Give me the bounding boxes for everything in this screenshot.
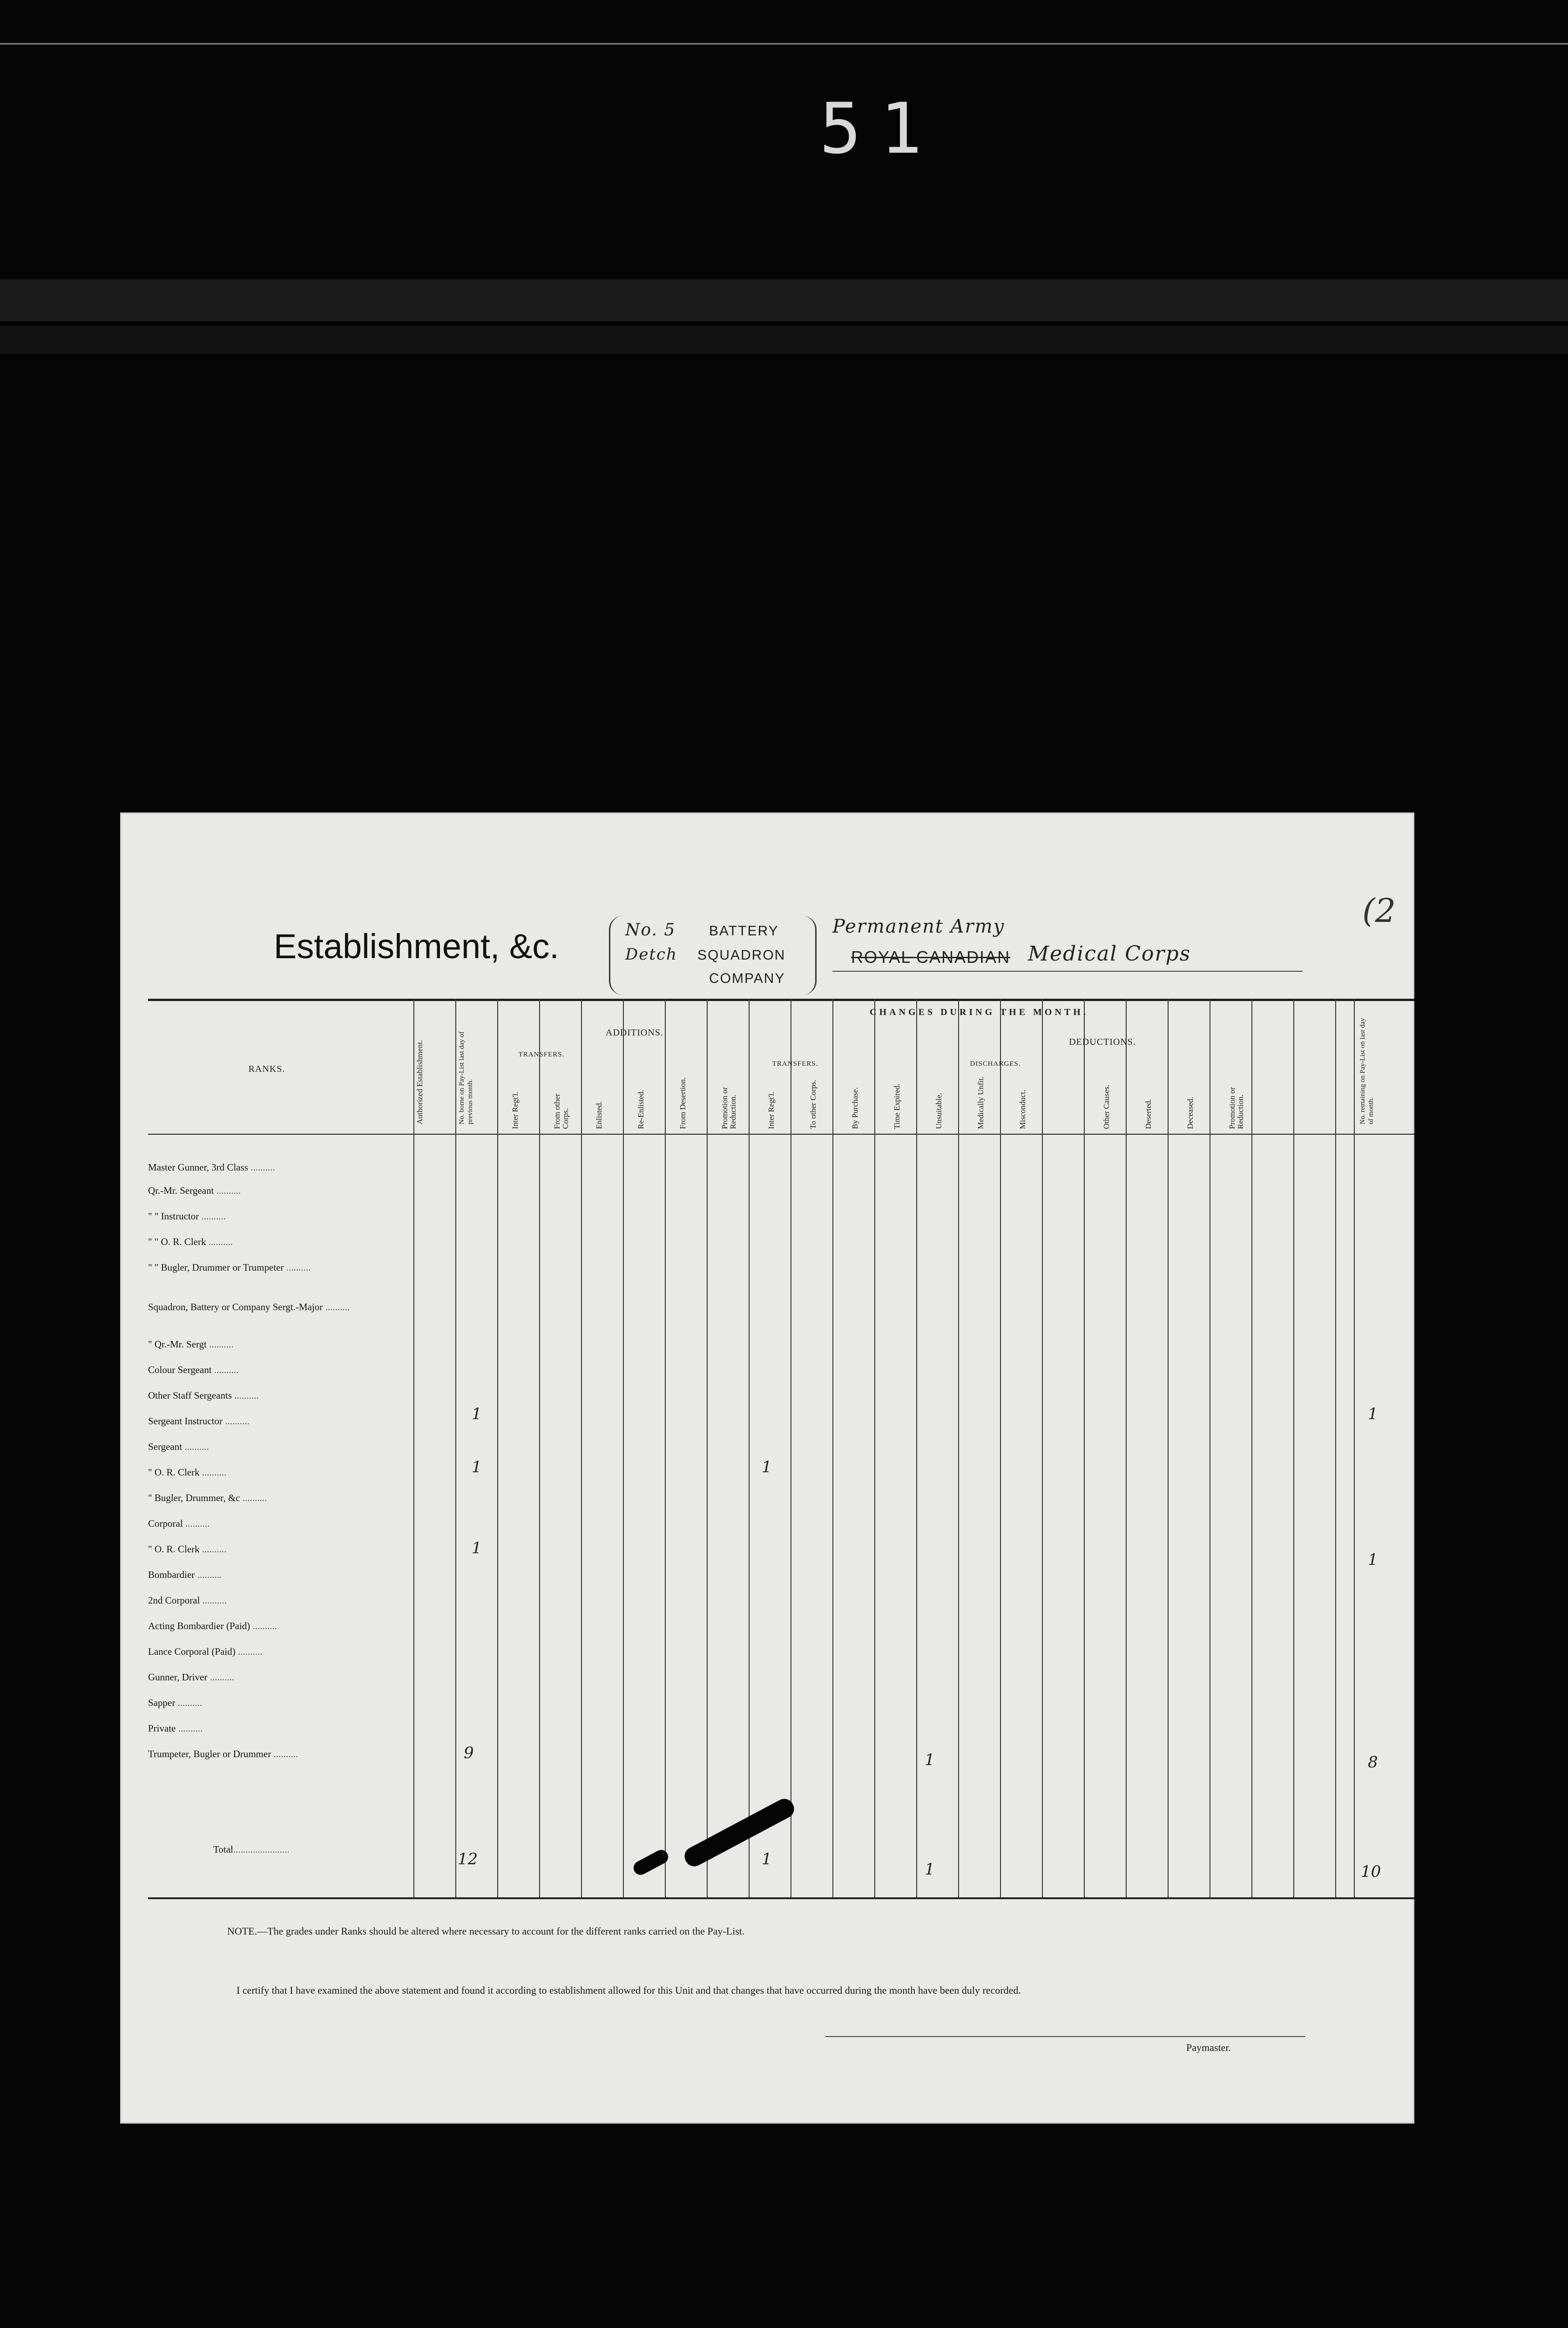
leader-dots: ..........: [214, 1185, 241, 1196]
rank-row-label: [148, 1467, 409, 1478]
column-line: [707, 999, 708, 1897]
deduction-column-head: Misconduct.: [1018, 1090, 1027, 1129]
rank-row-label: [148, 1569, 409, 1581]
rank-row-label: [148, 1595, 409, 1606]
rank-row-label: [148, 1301, 409, 1313]
deduction-column-head: Deceased.: [1186, 1096, 1195, 1129]
rank-name: Trumpeter, Bugler or Drummer: [148, 1748, 271, 1760]
rank-name: " " Instructor: [148, 1211, 199, 1222]
column-line: [1168, 999, 1169, 1897]
leader-dots: ..........: [222, 1415, 250, 1427]
tally-staff-sergeants-remaining: 1: [1368, 1405, 1378, 1423]
unit-label-company: COMPANY: [709, 971, 785, 986]
handwritten-corps: Medical Corps: [1028, 942, 1191, 966]
rank-row-label: [148, 1415, 409, 1427]
rank-row-label: [148, 1672, 409, 1683]
leader-dots: ..........: [250, 1620, 277, 1631]
leader-dots: ..........: [271, 1748, 298, 1760]
unit-label-battery: BATTERY: [709, 923, 779, 939]
note-text: NOTE.—The grades under Ranks should be altered where necessary to account for the different ranks carried on the Pay-List.: [227, 1925, 745, 1937]
rank-row-label: [148, 1441, 409, 1453]
rank-row-label: [148, 1211, 409, 1222]
corps-underline: [832, 971, 1303, 972]
rank-name: Squadron, Battery or Company Sergt.-Major: [148, 1301, 323, 1313]
rank-row-label: [148, 1390, 409, 1401]
leader-dots: ..........: [284, 1262, 311, 1273]
unit-label-squadron: SQUADRON: [697, 947, 786, 963]
deduction-column-head: Promotion or Reduction.: [1228, 1087, 1245, 1129]
certify-text: I certify that I have examined the above statement and found it according to establishment allowed for this Unit and that changes that have occurred during the month have been duly recorded.: [237, 1984, 1021, 1996]
rank-row-label: [148, 1262, 409, 1273]
column-line: [1126, 999, 1127, 1897]
film-top-line: [0, 43, 1568, 45]
deduction-column-head: To other Corps.: [809, 1080, 818, 1129]
column-line: [455, 999, 456, 1897]
column-line: [413, 999, 414, 1897]
tally-private-unsuitable: 1: [925, 1751, 935, 1769]
rank-name: Acting Bombardier (Paid): [148, 1620, 250, 1631]
transfers-ded-header: TRANSFERS.: [772, 1060, 818, 1068]
column-line: [874, 999, 875, 1897]
leader-dots: ..........: [199, 1543, 227, 1555]
tally-corporal-borne: 1: [472, 1539, 482, 1557]
rank-row-label: [148, 1236, 409, 1248]
deduction-column-head: Time Expired.: [892, 1083, 901, 1129]
deductions-header: DEDUCTIONS.: [1069, 1037, 1136, 1047]
rank-name: Colour Sergeant: [148, 1364, 212, 1375]
rank-name: Sergeant: [148, 1441, 182, 1452]
borne-header: No. borne on Pay-List last day of previous month.: [458, 1031, 474, 1124]
rank-row-label: [148, 1364, 409, 1376]
additions-header: ADDITIONS.: [606, 1028, 663, 1038]
column-line: [623, 999, 624, 1897]
leader-dots: ..........: [232, 1390, 259, 1401]
column-line: [958, 999, 959, 1897]
film-streak: [0, 326, 1568, 354]
leader-dots: ..........: [240, 1492, 267, 1503]
rank-row-label: [148, 1518, 409, 1529]
rank-name: Master Gunner, 3rd Class: [148, 1162, 248, 1173]
tally-total-borne: 12: [458, 1850, 478, 1868]
rank-row-label: [148, 1492, 409, 1504]
deduction-column-head: Other Causes.: [1102, 1084, 1111, 1129]
form-title: Establishment, &c.: [274, 927, 559, 966]
leader-dots: ..........: [182, 1441, 209, 1452]
rank-name: " " O. R. Clerk: [148, 1236, 206, 1247]
column-line: [832, 999, 833, 1897]
addition-column-head: Promotion or Reduction.: [720, 1087, 737, 1129]
tally-total-unsuitable: 1: [925, 1860, 935, 1879]
rank-row-label: [148, 1543, 409, 1555]
handwritten-unit-number: No. 5: [625, 920, 676, 940]
leader-dots: ..........: [248, 1162, 275, 1173]
transfers-add-header: TRANSFERS.: [518, 1051, 565, 1058]
column-line: [1251, 999, 1252, 1897]
leader-dots: ..........: [207, 1339, 234, 1350]
leader-dots: ..........: [176, 1723, 203, 1734]
handwritten-unit-type: Detch: [625, 945, 677, 964]
addition-column-head: Re-Enlisted.: [636, 1090, 645, 1129]
table-bottom-rule: [148, 1897, 1414, 1899]
header-rule: [148, 1134, 1414, 1135]
rank-row-label: [148, 1339, 409, 1350]
ink-smudge: [681, 1795, 797, 1869]
tally-sergeant-borne: 1: [472, 1458, 482, 1476]
rank-name: Sergeant Instructor: [148, 1415, 223, 1427]
addition-column-head: Inter Regt'l.: [511, 1091, 520, 1129]
column-line: [1293, 999, 1294, 1897]
rank-row-label: [148, 1723, 409, 1734]
frame-number: 51: [819, 88, 941, 169]
paymaster-label: Paymaster.: [1186, 2042, 1231, 2053]
leader-dots: ..........: [235, 1646, 263, 1657]
remaining-header: No. remaining on Pay-List on last day of month.: [1359, 1018, 1375, 1124]
rank-name: Gunner, Driver: [148, 1672, 208, 1683]
leader-dots: ..........: [182, 1518, 210, 1529]
rank-name: Sapper: [148, 1697, 176, 1708]
rank-row-label: [148, 1620, 409, 1632]
column-line: [1354, 999, 1355, 1897]
leader-dots: ..........: [207, 1672, 235, 1683]
authorized-header: Authorized Establishment.: [415, 1040, 424, 1124]
table-top-rule: [148, 999, 1414, 1001]
rank-row-label: [148, 1697, 409, 1709]
deduction-column-head: Unsuitable.: [934, 1093, 943, 1129]
rank-name: " Bugler, Drummer, &c: [148, 1492, 240, 1503]
tally-total-transfer: 1: [762, 1850, 772, 1868]
rank-row-label: [148, 1646, 409, 1658]
corps-printed: ROYAL CANADIAN: [851, 947, 1011, 967]
changes-header: CHANGES DURING THE MONTH.: [870, 1007, 1088, 1017]
tally-private-borne: 9: [464, 1744, 474, 1762]
column-line: [1335, 999, 1336, 1897]
column-line: [1042, 999, 1043, 1897]
tally-private-remaining: 8: [1368, 1753, 1378, 1772]
leader-dots: ..........: [206, 1236, 233, 1247]
addition-column-head: From other Corps.: [553, 1093, 570, 1129]
column-line: [497, 999, 498, 1897]
column-line: [749, 999, 750, 1897]
rank-name: Lance Corporal (Paid): [148, 1646, 236, 1657]
tally-corporal-remaining: 1: [1368, 1550, 1378, 1569]
leader-dots: ..........: [199, 1467, 227, 1478]
column-line: [916, 999, 917, 1897]
leader-dots: ..........: [200, 1595, 227, 1606]
deduction-column-head: By Purchase.: [851, 1087, 859, 1129]
rank-name: " O. R. Clerk: [148, 1543, 200, 1555]
rank-row-label: [148, 1162, 409, 1173]
tally-staff-sergeants-borne: 1: [472, 1405, 482, 1423]
leader-dots: ..........: [199, 1211, 226, 1222]
rank-name: " O. R. Clerk: [148, 1467, 200, 1478]
column-line: [1000, 999, 1001, 1897]
deduction-column-head: Medically Unfit.: [976, 1076, 985, 1129]
rank-name: Corporal: [148, 1518, 183, 1529]
rank-row-label: [148, 1748, 409, 1760]
deduction-column-head: Inter Regt'l.: [767, 1091, 776, 1129]
column-line: [1084, 999, 1085, 1897]
rank-name: Bombardier: [148, 1569, 195, 1580]
column-line: [665, 999, 666, 1897]
rank-name: Qr.-Mr. Sergeant: [148, 1185, 214, 1196]
rank-name: Private: [148, 1723, 176, 1734]
signature-line: [825, 2036, 1305, 2037]
film-streak: [0, 279, 1568, 321]
discharges-header: DISCHARGES.: [970, 1060, 1021, 1068]
column-line: [539, 999, 540, 1897]
leader-dots: ..........: [323, 1301, 350, 1313]
handwritten-corps-top: Permanent Army: [832, 916, 1005, 937]
deduction-column-head: Deserted.: [1144, 1099, 1153, 1129]
corner-page-mark: (2: [1362, 892, 1396, 930]
rank-name: 2nd Corporal: [148, 1595, 200, 1606]
addition-column-head: From Desertion.: [678, 1077, 687, 1129]
ranks-header: RANKS.: [248, 1064, 285, 1074]
total-label: Total.......................: [213, 1844, 290, 1855]
addition-column-head: Enlisted.: [595, 1101, 603, 1129]
column-line: [581, 999, 582, 1897]
leader-dots: ..........: [175, 1697, 203, 1708]
tally-sergeant-transfer: 1: [762, 1458, 772, 1476]
rank-row-label: [148, 1185, 409, 1197]
establishment-sheet: [120, 812, 1414, 2124]
rank-name: Other Staff Sergeants: [148, 1390, 232, 1401]
rank-name: " Qr.-Mr. Sergt: [148, 1339, 207, 1350]
leader-dots: ..........: [211, 1364, 239, 1375]
tally-total-remaining: 10: [1361, 1862, 1381, 1881]
leader-dots: ..........: [195, 1569, 222, 1580]
rank-name: " " Bugler, Drummer or Trumpeter: [148, 1262, 284, 1273]
